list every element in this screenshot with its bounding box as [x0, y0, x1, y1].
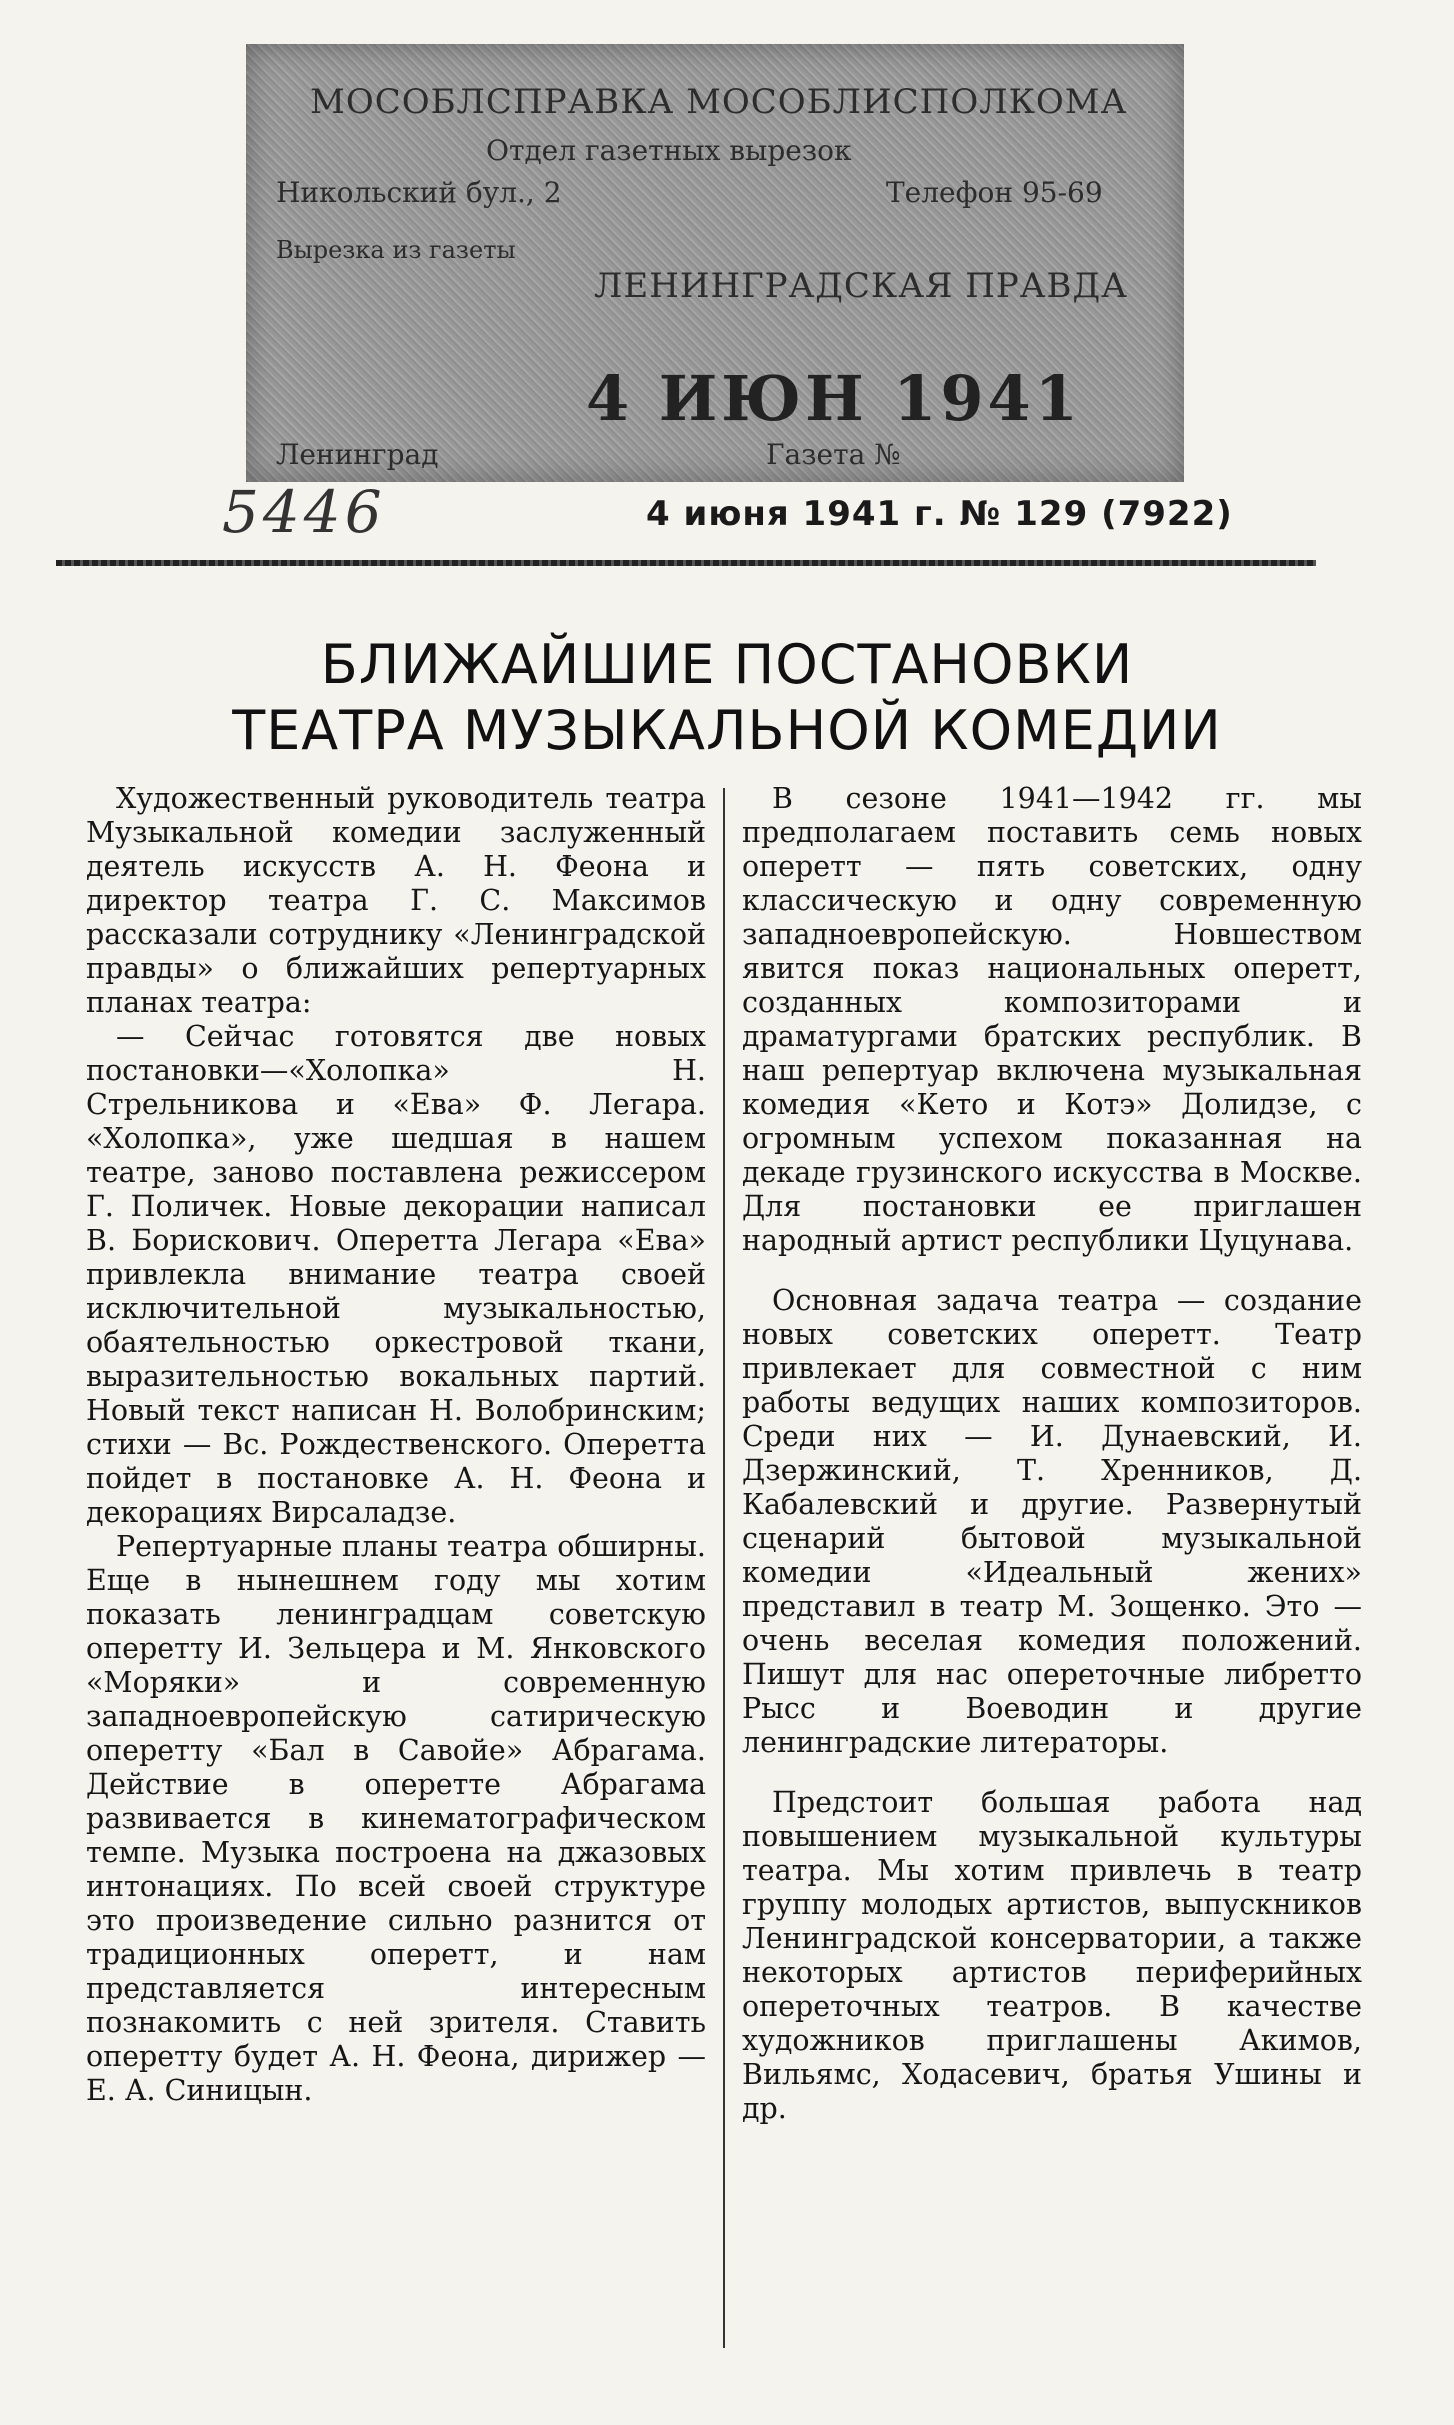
paragraph: Предстоит большая работа над повышением музыкальной культуры театра. Мы хотим привлечь в театр группу молодых артистов, выпускников Ленинградской консерватории, а также некоторых артистов периферийных опереточных театров. В качестве художников приглашены Акимов, Вильямс, Ходасевич, братья Ушины и др. [742, 1786, 1362, 2125]
paragraph: В сезоне 1941—1942 гг. мы предполагаем поставить семь новых оперетт — пять советских, одну классическую и одну современную западноевропейскую. Новшеством явится показ национальных оперетт, созданных композиторами и драматургами братских республик. В наш репертуар включена музыкальная комедия «Кето и Котэ» Долидзе, с огромным успехом показанная на декаде грузинского искусства в Москве. Для постановки ее приглашен народный артист республики Цуцунава. [742, 782, 1362, 1257]
header-rule [56, 560, 1316, 566]
headline-line-1: БЛИЖАЙШИЕ ПОСТАНОВКИ [320, 633, 1134, 696]
column-divider [723, 788, 725, 2348]
stamp-issue-label: Газета № [766, 438, 901, 471]
stamp-agency-line: МОСОБЛСПРАВКА МОСОБЛИСПОЛКОМА [310, 82, 1128, 122]
paragraph: Художественный руководитель театра Музыкальной комедии заслуженный деятель искусств А. Н. Феона и директор театра Г. С. Максимов рассказали сотруднику «Ленинградской правды» о ближайших репертуарных планах театра: [86, 782, 706, 1019]
article-headline [0, 632, 1454, 764]
stamp-phone: Телефон 95-69 [886, 176, 1103, 209]
stamp-address: Никольский бул., 2 [276, 176, 562, 209]
handwritten-number: 5446 [222, 478, 386, 546]
stamp-department-line: Отдел газетных вырезок [486, 134, 852, 167]
issue-dateline: 4 июня 1941 г. № 129 (7922) [646, 494, 1233, 534]
headline-line-2: ТЕАТРА МУЗЫКАЛЬНОЙ КОМЕДИИ [232, 699, 1222, 762]
stamp-source-label: Вырезка из газеты [276, 236, 516, 264]
clipping-service-stamp [246, 44, 1184, 482]
article-column-right [742, 782, 1362, 2126]
paragraph: Репертуарные планы театра обширны. Еще в нынешнем году мы хотим показать ленинградцам советскую оперетту И. Зельцера и М. Янковского «Моряки» и современную западноевропейскую сатирическую оперетту «Бал в Савойе» Абрагама. Действие в оперетте Абрагама развивается в кинематографическом темпе. Музыка построена на джазовых интонациях. По всей своей структуре это произведение сильно разнится от традиционных оперетт, и нам представляется интересным познакомить с ней зрителя. Ставить оперетту будет А. Н. Феона, дирижер — Е. А. Синицын. [86, 1530, 706, 2107]
stamp-date: 4 ИЮН 1941 [586, 362, 1082, 435]
paragraph: Основная задача театра — создание новых советских оперетт. Театр привлекает для совместной с ним работы ведущих наших композиторов. Среди них — И. Дунаевский, И. Дзержинский, Т. Хренников, Д. Кабалевский и другие. Развернутый сценарий бытовой музыкальной комедии «Идеальный жених» представил в театр М. Зощенко. Это — очень веселая комедия положений. Пишут для нас опереточные либретто Рысс и Воеводин и другие ленинградские литераторы. [742, 1284, 1362, 1759]
article-column-left [86, 782, 706, 2108]
stamp-city: Ленинград [276, 438, 439, 471]
stamp-newspaper-name: ЛЕНИНГРАДСКАЯ ПРАВДА [594, 266, 1128, 306]
paragraph: — Сейчас готовятся две новых постановки—«Холопка» Н. Стрельникова и «Ева» Ф. Легара. «Холопка», уже шедшая в нашем театре, заново поставлена режиссером Г. Поличек. Новые декорации написал В. Борискович. Оперетта Легара «Ева» привлекла внимание театра своей исключительной музыкальностью, обаятельностью оркестровой ткани, выразительностью вокальных партий. Новый текст написан Н. Волобринским; стихи — Вс. Рождественского. Оперетта пойдет в постановке А. Н. Феона и декорациях Вирсаладзе. [86, 1020, 706, 1529]
